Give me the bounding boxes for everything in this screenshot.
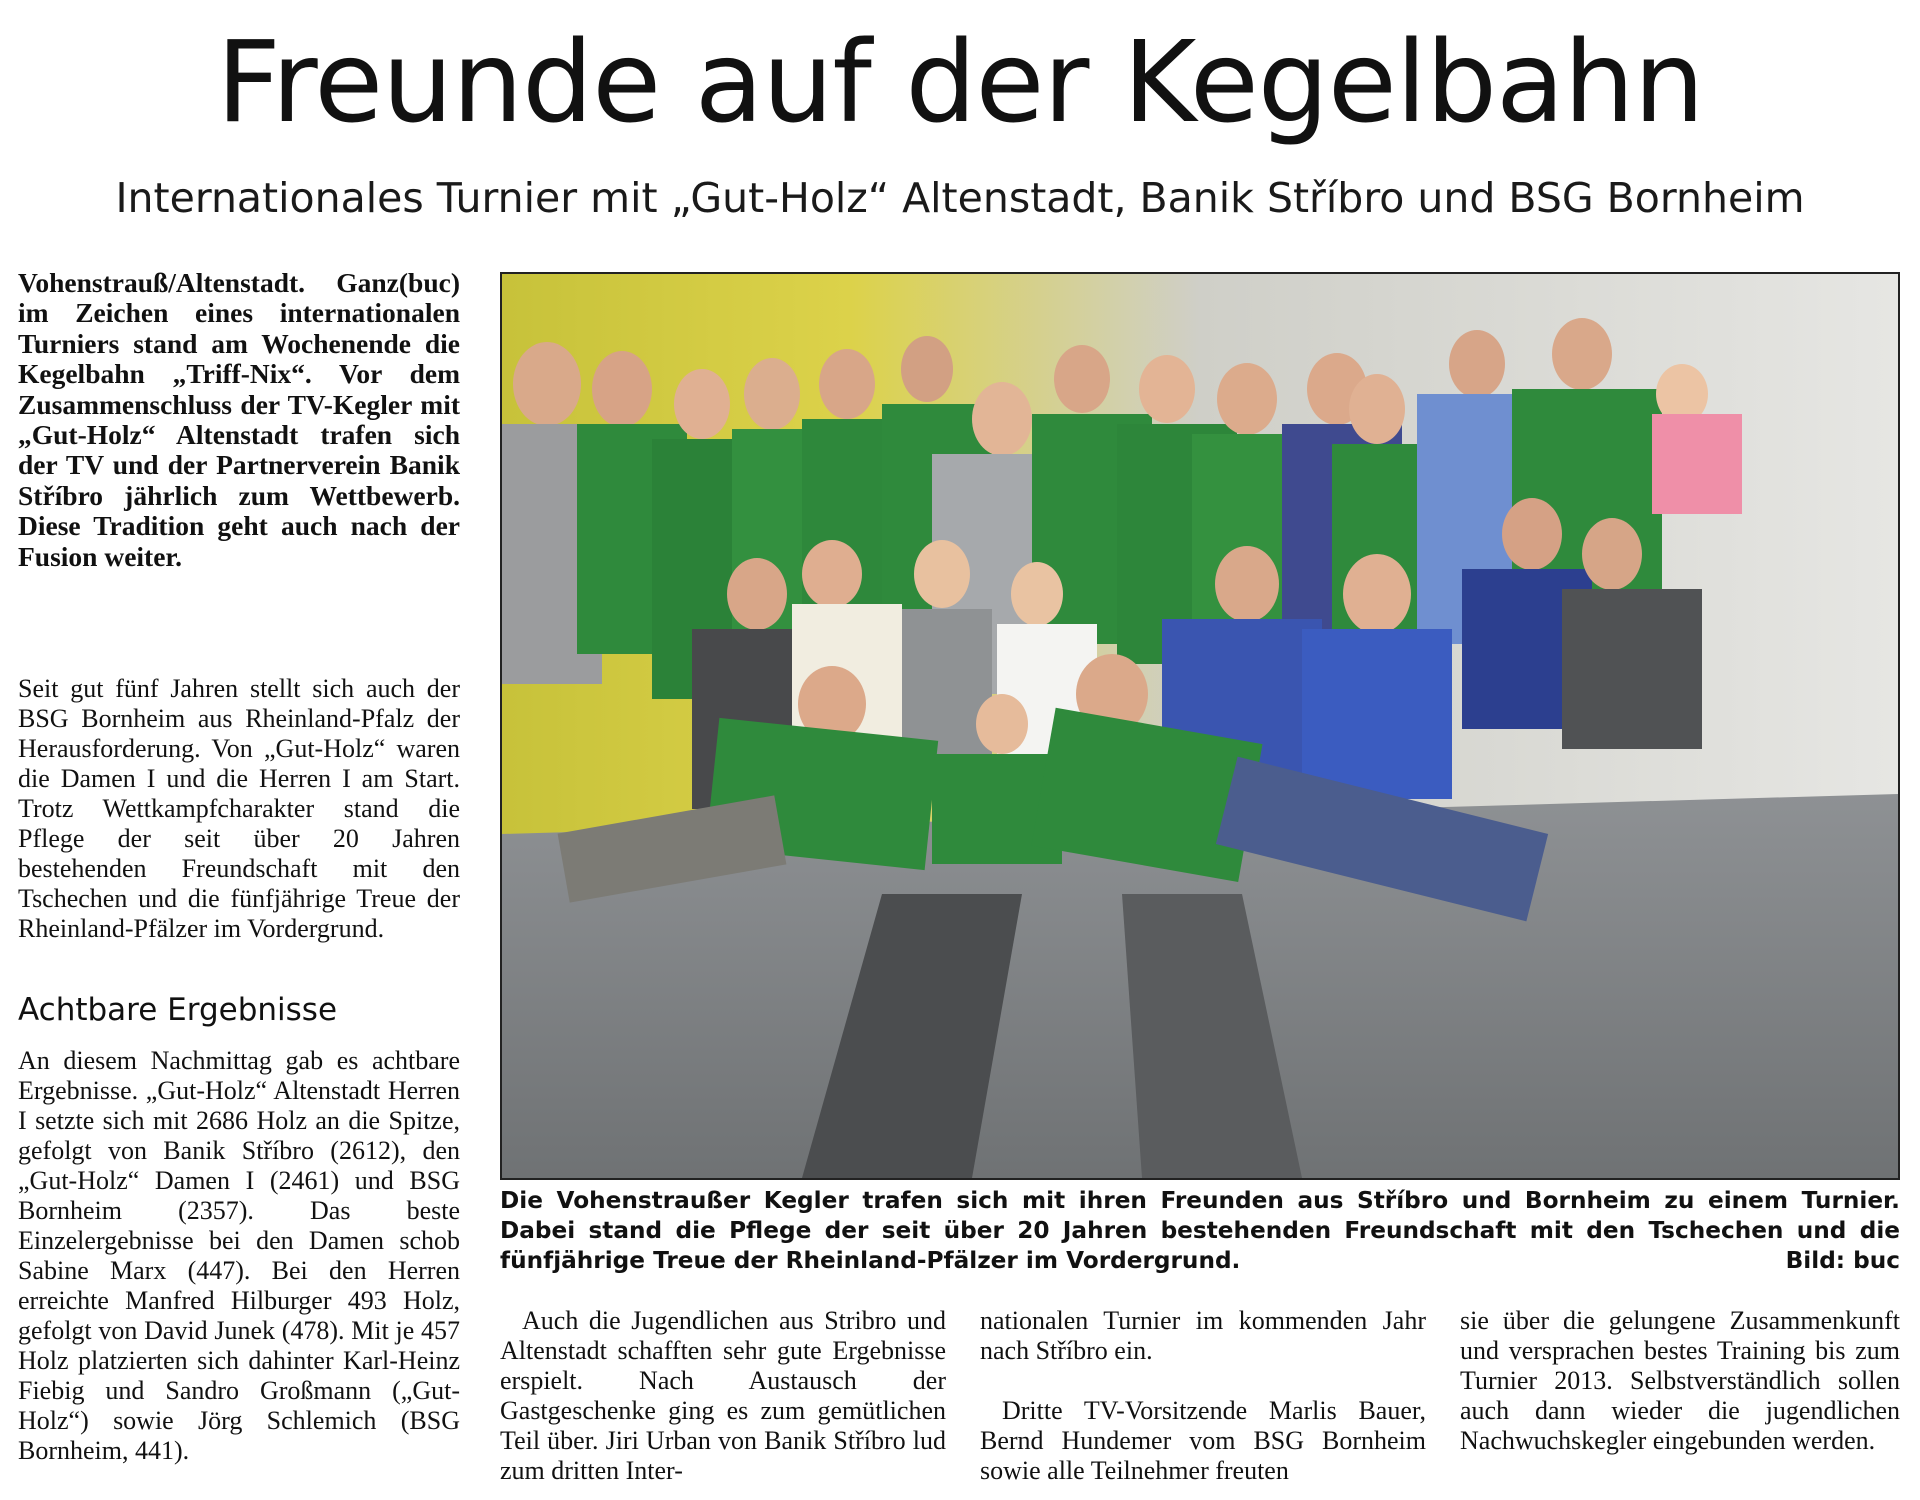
article-column-1 <box>18 674 460 944</box>
lead-paragraph <box>18 268 460 572</box>
paragraph: Auch die Jugendlichen aus Stribro und Altenstadt schafften sehr gute Ergebnisse erspielt. Nach Austausch der Gastgeschenke ging es zum gemütlichen Teil über. Jiri Urban von Banik Stříbro lud zum dritten Inter- <box>500 1306 946 1485</box>
photo-credit: Bild: buc <box>1785 1247 1900 1274</box>
section-subheading: Achtbare Ergebnisse <box>18 992 338 1028</box>
subheadline: Internationales Turnier mit „Gut-Holz“ Altenstadt, Banik Stříbro und BSG Bornheim <box>115 174 1805 222</box>
paragraph: Dritte TV-Vorsitzende Marlis Bauer, Bernd Hundemer vom BSG Bornheim sowie alle Teilnehmer freuten <box>980 1396 1426 1485</box>
lead-text: Ganz im Zeichen eines internationalen Turniers stand am Wochenende die Kegelbahn „Triff-Nix“. Vor dem Zusammenschluss der TV-Kegler mit „Gut-Holz“ Altenstadt trafen sich der TV und der Partnerverein Banik Stříbro jährlich zum Wettbewerb. Diese Tradition geht auch nach der Fusion weiter. <box>18 267 460 572</box>
photo-illustration <box>502 274 1898 1178</box>
article-column-4 <box>980 1306 1426 1486</box>
paragraph: Seit gut fünf Jahren stellt sich auch der BSG Bornheim aus Rheinland-Pfalz der Herausforderung. Von „Gut-Holz“ waren die Damen I und die Herren I am Start. Trotz Wettkampfcharakter stand die Pflege der seit über 20 Jahren bestehenden Freundschaft mit den Tschechen und die fünfjährige Treue der Rheinland-Pfälzer im Vordergrund. <box>18 674 460 943</box>
paragraph: An diesem Nachmittag gab es achtbare Ergebnisse. „Gut-Holz“ Altenstadt Herren I setzte sich mit 2686 Holz an die Spitze, gefolgt von Banik Stříbro (2612), den „Gut-Holz“ Damen I (2461) und BSG Bornheim (2357). Das beste Einzelergebnisse bei den Damen schob Sabine Marx (447). Bei den Herren erreichte Manfred Hilburger 493 Holz, gefolgt von David Junek (478). Mit je 457 Holz platzierten sich dahinter Karl-Heinz Fiebig und Sandro Großmann („Gut-Holz“) sowie Jörg Schlemich (BSG Bornheim, 441). <box>18 1046 460 1465</box>
article-column-3 <box>500 1306 946 1486</box>
paragraph: sie über die gelungene Zusammenkunft und versprachen bestes Training bis zum Turnier 2013. Selbstverständlich sollen auch dann wieder die jugendlichen Nachwuchskegler eingebunden werden. <box>1460 1306 1900 1455</box>
article-column-2 <box>18 1046 460 1466</box>
paragraph: nationalen Turnier im kommenden Jahr nach Stříbro ein. <box>980 1306 1426 1365</box>
author-tag: (buc) <box>398 267 460 298</box>
headline: Freunde auf der Kegelbahn <box>216 18 1704 148</box>
article-column-5 <box>1460 1306 1900 1456</box>
dateline: Vohenstrauß/Altenstadt. <box>18 267 306 298</box>
photo-caption: Die Vohenstraußer Kegler trafen sich mit ihren Freunden aus Stříbro und Bornheim zu einem Turnier. Dabei stand die Pflege der seit über 20 Jahren bestehenden Freundschaft mit den Tschechen und die fünfjährige Treue der Rheinland-Pfälzer im Vordergrund. <box>500 1187 1900 1274</box>
team-photo <box>500 272 1900 1180</box>
